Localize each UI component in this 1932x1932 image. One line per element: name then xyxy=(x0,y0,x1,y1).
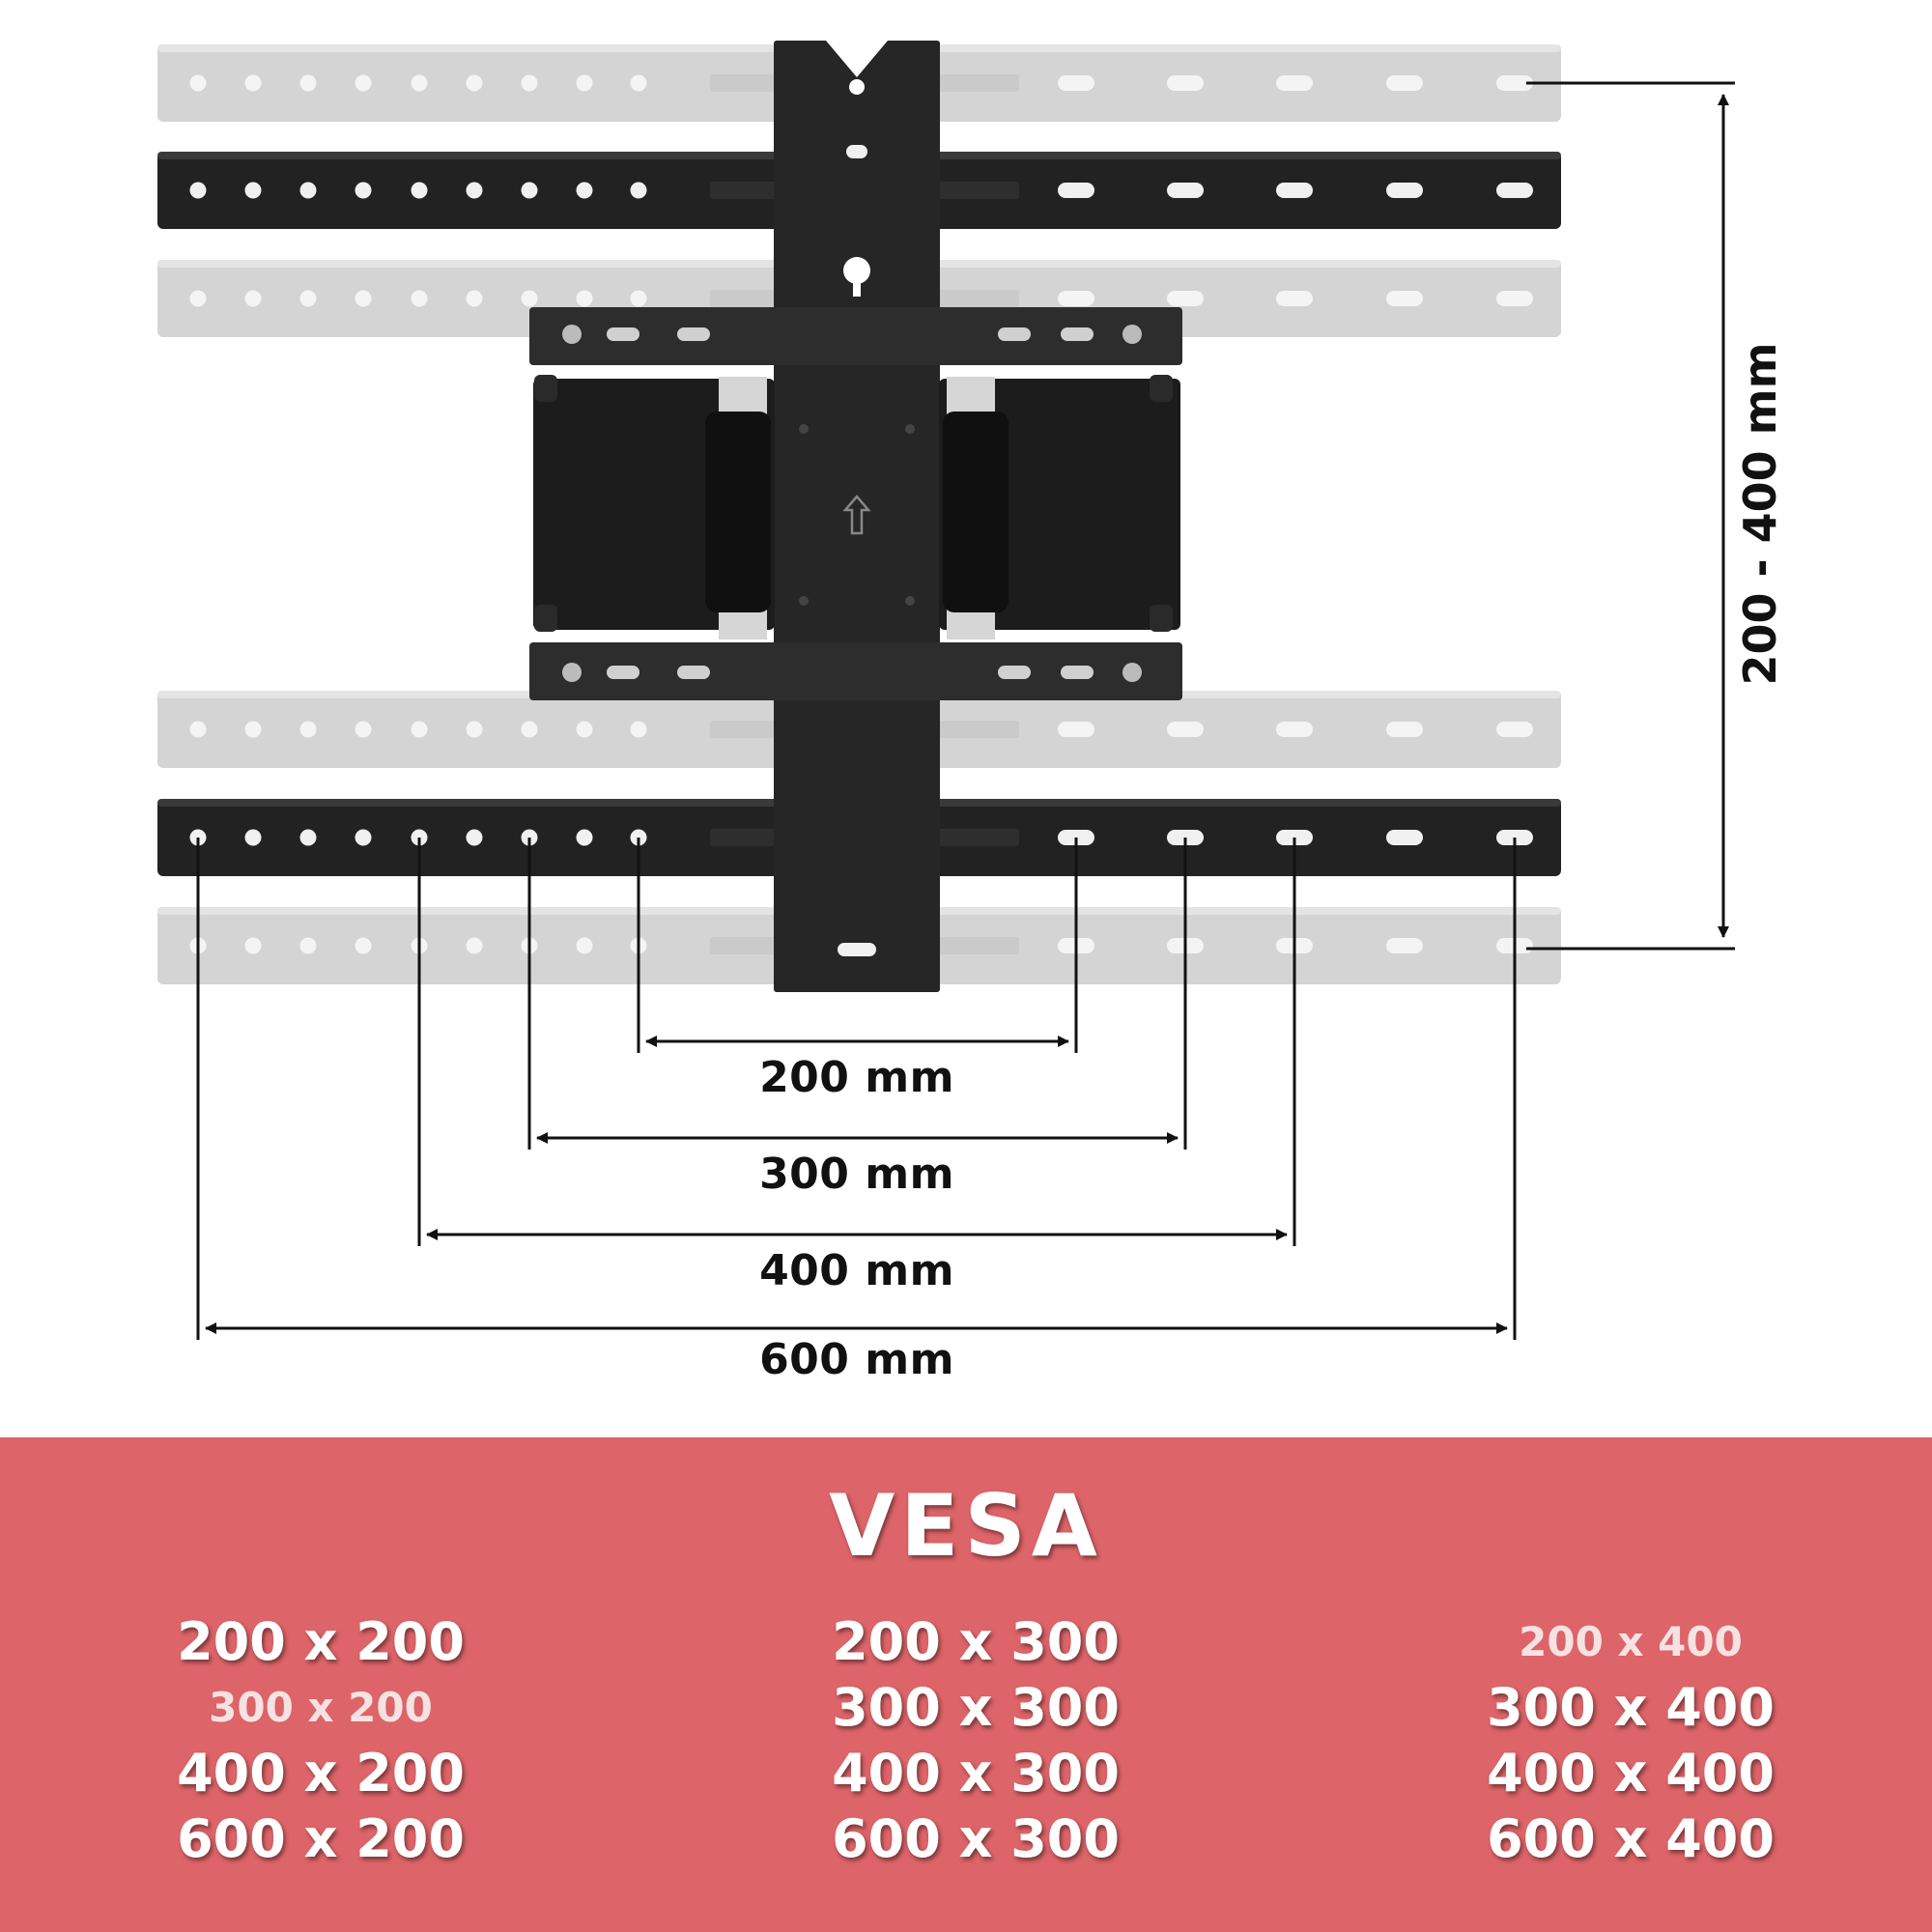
vesa-title: VESA xyxy=(829,1476,1103,1576)
arm-slot xyxy=(607,666,639,679)
hinge-pin xyxy=(1150,375,1173,402)
rail-hole xyxy=(245,183,262,199)
rail-hole xyxy=(467,938,483,954)
rail-hole xyxy=(467,183,483,199)
rail-slot xyxy=(1167,722,1204,737)
rail-hole xyxy=(300,291,317,307)
arm-slot xyxy=(998,666,1031,679)
rail-hole xyxy=(631,722,647,738)
rail-slot xyxy=(1167,183,1204,198)
rail-hole xyxy=(300,722,317,738)
rail-hole xyxy=(300,938,317,954)
screw-icon xyxy=(905,596,915,606)
arm-slot xyxy=(1061,327,1094,341)
hinge-pin xyxy=(1150,605,1173,632)
rail-hole xyxy=(577,938,593,954)
vesa-panel xyxy=(0,1437,1932,1932)
rail-slot xyxy=(1276,75,1313,91)
arm-slot xyxy=(1061,666,1094,679)
rail-hole xyxy=(522,75,538,92)
rail-hole xyxy=(522,291,538,307)
arm-slot xyxy=(607,327,639,341)
rail-hole xyxy=(631,183,647,199)
rail-hole xyxy=(245,291,262,307)
rail-hole xyxy=(412,75,428,92)
vesa-item: 400 x 400 xyxy=(1487,1743,1775,1804)
rail-hole xyxy=(577,722,593,738)
rail-hole xyxy=(412,291,428,307)
vesa-item: 300 x 300 xyxy=(832,1677,1120,1738)
vesa-item: 600 x 300 xyxy=(832,1808,1120,1869)
rail-hole xyxy=(577,183,593,199)
keyhole-icon xyxy=(849,79,865,95)
rail-slot xyxy=(1058,291,1094,306)
screw-icon xyxy=(799,596,809,606)
rail-slot xyxy=(1276,291,1313,306)
arm-slot xyxy=(998,327,1031,341)
rail-hole xyxy=(577,291,593,307)
rail-hole xyxy=(467,291,483,307)
screw-icon xyxy=(905,424,915,434)
arm-right-block xyxy=(943,412,1009,612)
rail-slot xyxy=(1386,291,1423,306)
rail-slot xyxy=(1386,938,1423,953)
rail-hole xyxy=(190,183,207,199)
rail-hole xyxy=(631,291,647,307)
rail-hole xyxy=(355,183,372,199)
arm-slot xyxy=(677,666,710,679)
screw-icon xyxy=(1122,663,1142,682)
rail-hole xyxy=(522,722,538,738)
dimension-label-300mm: 300 mm xyxy=(759,1150,954,1199)
dimension-label-600mm: 600 mm xyxy=(759,1335,954,1384)
vesa-column-200 xyxy=(31,1609,611,1872)
dimension-label-vertical: 200 - 400 mm xyxy=(1734,342,1786,686)
rail-hole xyxy=(467,75,483,92)
rail-hole xyxy=(355,938,372,954)
screw-icon xyxy=(562,325,582,344)
rail-slot xyxy=(1386,75,1423,91)
rail-slot xyxy=(1386,183,1423,198)
rail-slot xyxy=(1496,291,1533,306)
vesa-item: 300 x 200 xyxy=(209,1684,433,1731)
rail-hole xyxy=(412,183,428,199)
rail-hole xyxy=(355,830,372,846)
plate-slot xyxy=(838,943,876,956)
rail-hole xyxy=(577,75,593,92)
vesa-item: 200 x 300 xyxy=(832,1611,1120,1672)
vesa-item: 600 x 400 xyxy=(1487,1808,1775,1869)
rail-hole xyxy=(355,722,372,738)
keyhole-stem xyxy=(853,275,861,297)
rail-hole xyxy=(190,75,207,92)
vesa-column-400 xyxy=(1341,1609,1920,1872)
rail-slot xyxy=(1386,722,1423,737)
hinge-pin xyxy=(534,605,557,632)
central-plate xyxy=(774,41,940,992)
plate-slot xyxy=(846,145,867,158)
rail-slot xyxy=(1496,722,1533,737)
rail-hole xyxy=(522,183,538,199)
rail-hole xyxy=(245,722,262,738)
screw-icon xyxy=(799,424,809,434)
rail-slot xyxy=(1058,183,1094,198)
arm-left-block xyxy=(705,412,771,612)
vesa-column-300 xyxy=(686,1609,1265,1872)
rail-hole xyxy=(300,830,317,846)
rail-hole xyxy=(631,75,647,92)
rail-slot xyxy=(1058,722,1094,737)
vesa-item: 200 x 400 xyxy=(1519,1618,1743,1665)
rail-hole xyxy=(412,722,428,738)
rail-slot xyxy=(1058,75,1094,91)
rail-slot xyxy=(1496,183,1533,198)
arm-slot xyxy=(677,327,710,341)
rail-hole xyxy=(355,75,372,92)
rail-slot xyxy=(1276,722,1313,737)
rail-hole xyxy=(355,291,372,307)
rail-hole xyxy=(190,722,207,738)
rail-hole xyxy=(245,938,262,954)
hinge-pin xyxy=(534,375,557,402)
screw-icon xyxy=(1122,325,1142,344)
rail-hole xyxy=(245,830,262,846)
rail-hole xyxy=(467,830,483,846)
rail-hole xyxy=(300,75,317,92)
screw-icon xyxy=(562,663,582,682)
rail-slot xyxy=(1276,183,1313,198)
rail-slot xyxy=(1386,830,1423,845)
rail-hole xyxy=(467,722,483,738)
rail-slot xyxy=(1167,75,1204,91)
vesa-item: 600 x 200 xyxy=(177,1808,465,1869)
dimension-label-200mm: 200 mm xyxy=(759,1053,954,1102)
rail-slot xyxy=(1167,291,1204,306)
vesa-item: 200 x 200 xyxy=(177,1611,465,1672)
vesa-item: 400 x 300 xyxy=(832,1743,1120,1804)
vesa-item: 400 x 200 xyxy=(177,1743,465,1804)
rail-hole xyxy=(300,183,317,199)
vesa-item: 300 x 400 xyxy=(1487,1677,1775,1738)
plate-body xyxy=(774,41,940,992)
rail-hole xyxy=(245,75,262,92)
rail-hole xyxy=(577,830,593,846)
rail-hole xyxy=(190,291,207,307)
dimension-label-400mm: 400 mm xyxy=(759,1246,954,1295)
